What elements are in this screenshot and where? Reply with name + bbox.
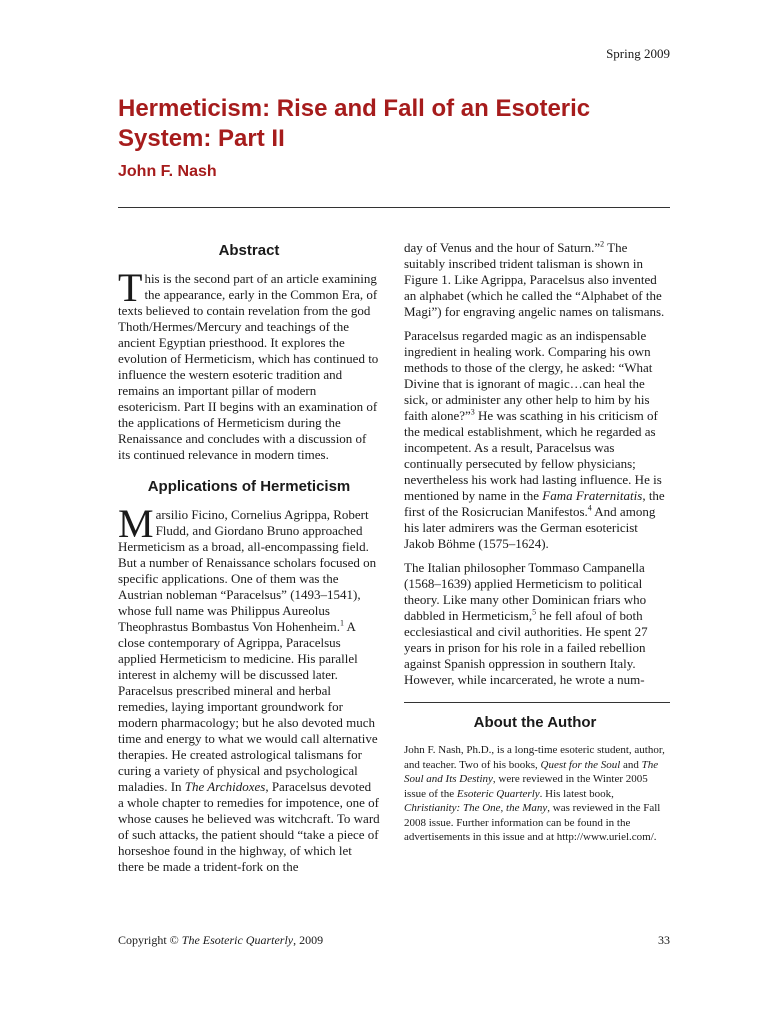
title-divider xyxy=(118,207,670,208)
applications-text-b: A close contemporary of Agrippa, Paracelsus applied Hermeticism to medicine. His parallel interest in alchemy will be discussed later. Paracelsus prescribed mineral and herbal remedies, laying important groundwork for modern pharmacology; but he also devoted much time and energy to what we would call alternative therapies. He created astrological talismans for curing a variety of physical and psychological maladies. In xyxy=(118,619,378,794)
article-author: John F. Nash xyxy=(118,163,217,180)
applications-text-a: arsilio Ficino, Cornelius Agrippa, Robert Fludd, and Giordano Bruno approached Hermeticism as a broad, all-encompassing field. But a number of Renaissance scholars focused on specific applications. One of them was the Austrian nobleman “Paracelsus” (1493–1541), whose full name was Philippus Aureolus Theophrastus Bombastus Von Hohenheim. xyxy=(118,507,377,634)
footnote-ref-4[interactable]: 4 xyxy=(587,503,592,513)
right-p1-text-a: day of Venus and the hour of Saturn.” xyxy=(404,240,601,255)
book-title-christianity: Christianity: The One, the Many xyxy=(404,802,548,814)
right-p1-text-b: The suitably inscribed trident talisman is shown in Figure 1. Like Agrippa, Paracelsus also invented an alphabet (which he called the “Alphabet of the Magi”) for engraving angelic names on talismans. xyxy=(404,240,665,319)
abstract-dropcap: T xyxy=(118,265,143,310)
right-p2-text-d: And among his later admirers was the German esotericist Jakob Böhme (1575–1624). xyxy=(404,504,656,551)
abstract-text: his is the second part of an article examining the appearance, early in the Common Era, of texts believed to contain revelation from the god Thoth/Hermes/Mercury and teachings of the ancient Egyptian priesthood. It explores the evolution of Hermeticism, which has continued to influence the western esoteric tradition and remains an important pillar of modern esotericism. Part II begins with an examination of the applications of Hermeticism during the Renaissance and concludes with a discussion of its continued relevance in modern times. xyxy=(118,271,379,462)
about-text xyxy=(404,743,666,845)
footnote-ref-2[interactable]: 2 xyxy=(600,239,605,249)
about-divider xyxy=(404,702,670,703)
right-p2-text-b: He was scathing in his criticism of the medical establishment, which he regarded as incompetent. As a result, Paracelsus was continually persecuted by fellow physicians; nevertheless his work had lasting influence. He is mentioned by name in the xyxy=(404,408,662,503)
book-title-quest: Quest for the Soul xyxy=(540,758,621,771)
footnote-ref-5[interactable]: 5 xyxy=(532,607,537,617)
fama-title: Fama Fraternitatis xyxy=(542,488,643,503)
abstract-heading: Abstract xyxy=(218,242,280,259)
footnote-ref-3[interactable]: 3 xyxy=(470,407,475,417)
right-p2-text-c: , the first of the Rosicrucian Manifestos. xyxy=(404,488,665,519)
left-column xyxy=(118,241,380,889)
right-column xyxy=(404,240,666,845)
about-t1: John F. Nash, Ph.D., is a long-time esoteric student, author, and teacher. Two of his books, xyxy=(404,744,665,771)
applications-heading: Applications of Hermeticism xyxy=(147,478,351,495)
about-t5: , was reviewed in the Fall 2008 issue. Further information can be found in the advertisements in this issue and at http://www.uriel.com/. xyxy=(404,802,661,843)
footer-copyright xyxy=(118,933,323,948)
right-paragraph-2 xyxy=(404,328,666,552)
applications-paragraph xyxy=(118,501,380,875)
archidoxes-title: The Archidoxes xyxy=(184,779,266,794)
about-t3: , were reviewed in the Winter 2005 issue of the xyxy=(404,773,648,800)
article-title: Hermeticism: Rise and Fall of an Esoteric System: Part II xyxy=(118,95,591,152)
footnote-ref-1[interactable]: 1 xyxy=(339,618,344,628)
right-paragraph-1 xyxy=(404,240,666,320)
book-title-soul-destiny: The Soul and Its Destiny xyxy=(404,758,659,785)
right-p3-text-a: The Italian philosopher Tommaso Campanella (1568–1639) applied Hermeticism to political theory. Like many other Dominican friars who dabbled in Hermeticism, xyxy=(404,560,647,623)
page-number: 33 xyxy=(658,933,670,947)
applications-text-c: , Paracelsus devoted a whole chapter to remedies for impotence, one of whose causes he believed was witchcraft. To ward of such attacks, the patient should “take a piece of horseshoe found in the highway, of which let there be made a trident-fork on the xyxy=(118,779,380,874)
right-p2-text-a: Paracelsus regarded magic as an indispensable ingredient in healing work. Comparing his own methods to those of the clergy, he asked: “What Divine that is ignorant of magic…can heal the sick, or administer any other help to him by his faith alone?” xyxy=(404,328,653,423)
copyright-text-a: Copyright © xyxy=(118,933,182,947)
abstract-paragraph xyxy=(118,265,380,463)
right-paragraph-3 xyxy=(404,560,666,688)
about-t4: . His latest book, xyxy=(539,787,614,800)
right-p3-text-b: he fell afoul of both ecclesiastical and civil authorities. He spent 27 years in prison for his role in a failed rebellion against Spanish oppression in southern Italy. However, while incarcerated, he wrote a num- xyxy=(404,608,648,687)
applications-dropcap: M xyxy=(118,501,154,546)
copyright-text-b: , 2009 xyxy=(293,933,324,947)
about-t2: and xyxy=(620,758,642,771)
about-heading: About the Author xyxy=(473,714,597,731)
footer-journal: The Esoteric Quarterly xyxy=(181,933,294,947)
running-head: Spring 2009 xyxy=(606,46,670,61)
journal-name: Esoteric Quarterly xyxy=(456,787,540,800)
